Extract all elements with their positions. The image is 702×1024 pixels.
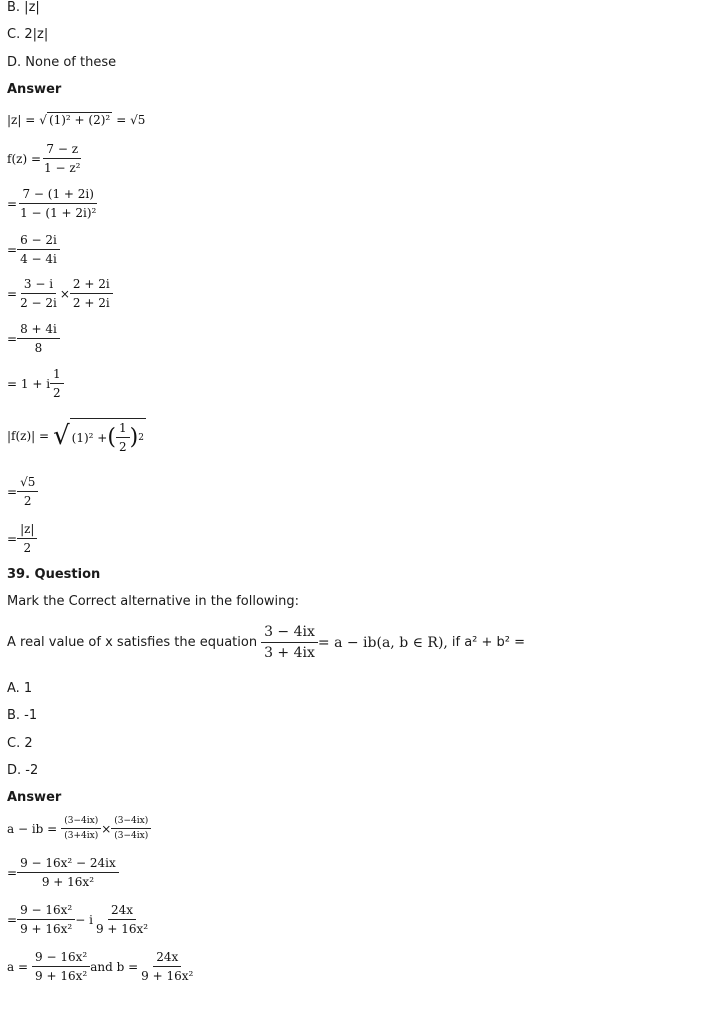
sol2-l3-den-a: 9 + 16x² <box>20 922 73 936</box>
sol1-l10-num: |z| <box>17 522 37 539</box>
sol2-l1-frac-b <box>111 816 151 841</box>
sol1-line5 <box>7 277 113 310</box>
stem-prefix: A real value of x satisfies the equation <box>7 635 258 650</box>
sol1-l5-den-b: 2 + 2i <box>72 296 110 310</box>
sol1-line8 <box>7 418 146 454</box>
eq-sign: = <box>7 242 18 257</box>
stem-num: 3 − 4ix <box>261 624 318 643</box>
sol1-l9-num: √5 <box>17 475 38 492</box>
stem-frac <box>261 624 318 661</box>
option-b-prev: B. |z| <box>7 0 40 15</box>
eq-sign: = <box>7 912 18 927</box>
sol1-l10-frac <box>17 522 37 555</box>
stem-den: 3 + 4ix <box>264 645 315 661</box>
times-sign: × <box>101 821 112 836</box>
sol1-l4-den: 4 − 4i <box>20 252 57 266</box>
option-c: C. 2 <box>7 736 33 751</box>
sol1-l3-frac <box>17 187 99 220</box>
times-sign: × <box>59 286 70 301</box>
sol1-l1-rhs: = √5 <box>116 112 146 127</box>
sol2-l4-lhs: a = <box>7 959 29 974</box>
option-b: B. -1 <box>7 708 38 723</box>
left-paren-icon: ( <box>107 425 116 450</box>
question-stem <box>7 624 525 661</box>
sol1-l3-num: 7 − (1 + 2i) <box>19 187 96 204</box>
sol1-line6 <box>7 322 60 355</box>
sol2-l1-den-a: (3+4ix) <box>64 831 99 841</box>
sol1-line10 <box>7 522 37 555</box>
sol2-l2-frac <box>17 856 119 889</box>
sol2-l2-num: 9 − 16x² − 24ix <box>17 856 119 873</box>
eq-sign: = <box>7 865 18 880</box>
answer-heading-2: Answer <box>7 790 62 805</box>
sol1-l5-num-b: 2 + 2i <box>70 277 113 294</box>
sol2-l4-num-a: 9 − 16x² <box>32 950 90 967</box>
sol1-l4-frac <box>17 233 60 266</box>
eq-sign: = <box>7 286 18 301</box>
sol2-l4-frac-b <box>138 950 196 983</box>
sol1-l5-den-a: 2 − 2i <box>20 296 57 310</box>
sol1-l2-den: 1 − z² <box>44 161 81 175</box>
sol2-l1-frac-a <box>61 816 101 841</box>
sol1-l7-den: 2 <box>53 386 61 400</box>
sol1-l6-num: 8 + 4i <box>17 322 60 339</box>
sol2-l4-frac-a <box>32 950 90 983</box>
sol1-l1-root: (1)² + (2)² <box>48 113 111 127</box>
sol2-l4-mid: and b = <box>90 959 139 974</box>
question-heading: 39. Question <box>7 567 101 582</box>
sol2-l3-mid: − i <box>75 912 93 927</box>
sol1-l6-frac <box>17 322 60 355</box>
sol2-l4-num-b: 24x <box>153 950 181 967</box>
option-c-prev: C. 2|z| <box>7 27 49 42</box>
sol1-l9-frac <box>17 475 38 508</box>
sol2-l1-num-a: (3−4ix) <box>61 816 101 829</box>
sol2-l3-den-b: 9 + 16x² <box>95 922 149 936</box>
sol1-l4-num: 6 − 2i <box>17 233 60 250</box>
sol1-l8-radicand <box>70 418 146 454</box>
sol1-l8-lhs: |f(z)| = <box>7 429 50 443</box>
sol1-line1 <box>7 112 145 127</box>
sol1-l8-frac <box>116 421 130 454</box>
sqrt-icon: √ <box>53 421 70 451</box>
sol1-line3 <box>7 187 99 220</box>
sol1-l5-frac-a <box>17 277 60 310</box>
sol1-line2 <box>7 142 83 175</box>
sqrt-icon: √ <box>39 112 47 127</box>
sol1-l8-den: 2 <box>118 440 127 454</box>
sol1-l8-num: 1 <box>116 421 130 438</box>
option-d-prev: D. None of these <box>7 55 117 70</box>
sol1-l8-exp: 2 <box>138 432 144 443</box>
sol2-l4-den-a: 9 + 16x² <box>35 969 88 983</box>
sol2-l2-den: 9 + 16x² <box>41 875 95 889</box>
sol2-line4 <box>7 950 196 983</box>
sol1-l10-den: 2 <box>23 541 32 555</box>
eq-sign: = <box>7 331 18 346</box>
sol1-l7-num: 1 <box>50 367 64 384</box>
sol1-l5-num-a: 3 − i <box>21 277 56 294</box>
sol2-l4-den-b: 9 + 16x² <box>141 969 194 983</box>
option-d: D. -2 <box>7 763 39 778</box>
sol1-l5-frac-b <box>70 277 113 310</box>
sol1-l2-num: 7 − z <box>43 142 81 159</box>
option-a: A. 1 <box>7 681 33 696</box>
sol2-l1-num-b: (3−4ix) <box>111 816 151 829</box>
sol2-line2 <box>7 856 119 889</box>
sol1-line4 <box>7 233 60 266</box>
stem-suffix: if a² + b² = <box>451 635 526 650</box>
sol2-l1-den-b: (3−4ix) <box>114 831 149 841</box>
sol1-l3-den: 1 − (1 + 2i)² <box>20 206 97 220</box>
sol1-l2-lhs: f(z) = <box>7 151 41 166</box>
sol2-line1 <box>7 816 151 841</box>
sol2-l3-num-b: 24x <box>108 903 136 920</box>
sol1-l6-den: 8 <box>34 341 43 355</box>
stem-mid: = a − ib(a, b ∈ R), <box>317 634 448 651</box>
eq-sign: = <box>7 196 18 211</box>
sol1-l1-lhs: |z| = <box>7 112 36 127</box>
sol2-line3 <box>7 903 151 936</box>
sol1-line7 <box>7 367 64 400</box>
sol1-line9 <box>7 475 38 508</box>
sol2-l3-frac-a <box>17 903 75 936</box>
sol1-l7-prefix: = 1 + i <box>7 376 51 391</box>
sol2-l1-lhs: a − ib = <box>7 821 58 836</box>
sol1-l2-frac <box>41 142 83 175</box>
sol1-l8-root-a: (1)² + <box>71 430 108 445</box>
eq-sign: = <box>7 531 18 546</box>
answer-heading-1: Answer <box>7 82 62 97</box>
sol2-l3-frac-b <box>93 903 151 936</box>
sol2-l3-num-a: 9 − 16x² <box>17 903 75 920</box>
eq-sign: = <box>7 484 18 499</box>
right-paren-icon: ) <box>129 425 139 450</box>
sol1-l9-den: 2 <box>23 494 32 508</box>
question-instruction: Mark the Correct alternative in the following: <box>7 594 300 609</box>
sol1-l7-frac <box>50 367 64 400</box>
